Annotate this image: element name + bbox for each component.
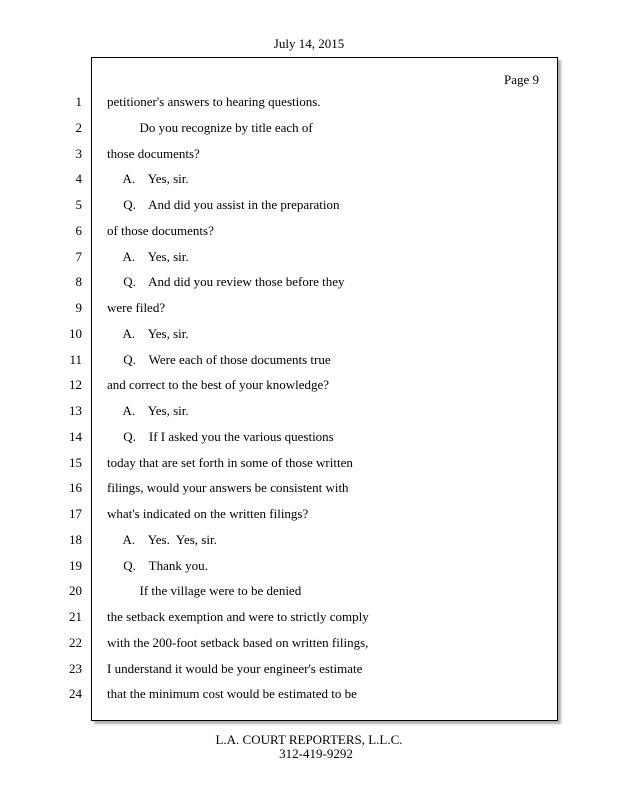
line-text: Do you recognize by title each of — [107, 120, 313, 135]
line-number: 20 — [69, 583, 82, 598]
line-number: 24 — [69, 686, 82, 701]
line-number: 12 — [69, 377, 82, 392]
line-text: A. Yes. Yes, sir. — [107, 532, 217, 547]
header-date: July 14, 2015 — [273, 36, 345, 51]
line-text: Q. Were each of those documents true — [107, 352, 331, 367]
line-number: 18 — [69, 532, 82, 547]
line-number: 8 — [75, 274, 82, 289]
line-text: I understand it would be your engineer's estimate — [107, 661, 363, 676]
footer-phone: 312-419-9292 — [279, 746, 353, 761]
line-number: 9 — [75, 300, 82, 315]
line-text: A. Yes, sir. — [107, 249, 189, 264]
line-text: If the village were to be denied — [107, 583, 302, 598]
line-text: with the 200-foot setback based on written filings, — [107, 635, 369, 650]
footer-company: L.A. COURT REPORTERS, L.L.C. — [215, 732, 403, 747]
line-number: 23 — [69, 661, 82, 676]
footer — [0, 733, 618, 761]
line-text: Q. And did you assist in the preparation — [107, 197, 340, 212]
line-text: of those documents? — [107, 223, 214, 238]
line-number: 14 — [69, 429, 82, 444]
line-text: that the minimum cost would be estimated to be — [107, 686, 357, 701]
line-text: what's indicated on the written filings? — [107, 506, 309, 521]
line-number: 6 — [75, 223, 82, 238]
line-number: 22 — [69, 635, 82, 650]
line-text: Q. Thank you. — [107, 558, 208, 573]
line-number: 7 — [75, 249, 82, 264]
line-number: 3 — [75, 146, 82, 161]
line-number: 21 — [69, 609, 82, 624]
line-number: 15 — [69, 455, 82, 470]
line-text: were filed? — [107, 300, 166, 315]
line-text: and correct to the best of your knowledge? — [107, 377, 330, 392]
line-text: petitioner's answers to hearing questions. — [107, 94, 321, 109]
line-number: 5 — [75, 197, 82, 212]
line-number: 1 — [75, 94, 82, 109]
line-text: A. Yes, sir. — [107, 326, 189, 341]
line-number: 2 — [75, 120, 82, 135]
line-text: Q. And did you review those before they — [107, 274, 345, 289]
line-number: 4 — [75, 171, 82, 186]
line-text: those documents? — [107, 146, 200, 161]
line-text: filings, would your answers be consistent with — [107, 480, 349, 495]
line-number: 13 — [69, 403, 82, 418]
line-text: today that are set forth in some of those written — [107, 455, 353, 470]
line-number: 11 — [69, 352, 82, 367]
line-number: 10 — [69, 326, 82, 341]
page-number: Page 9 — [503, 72, 539, 87]
line-text: Q. If I asked you the various questions — [107, 429, 334, 444]
line-number: 16 — [69, 480, 82, 495]
line-text: the setback exemption and were to strictly comply — [107, 609, 369, 624]
line-text: A. Yes, sir. — [107, 171, 189, 186]
line-text: A. Yes, sir. — [107, 403, 189, 418]
line-number: 17 — [69, 506, 82, 521]
line-number: 19 — [69, 558, 82, 573]
